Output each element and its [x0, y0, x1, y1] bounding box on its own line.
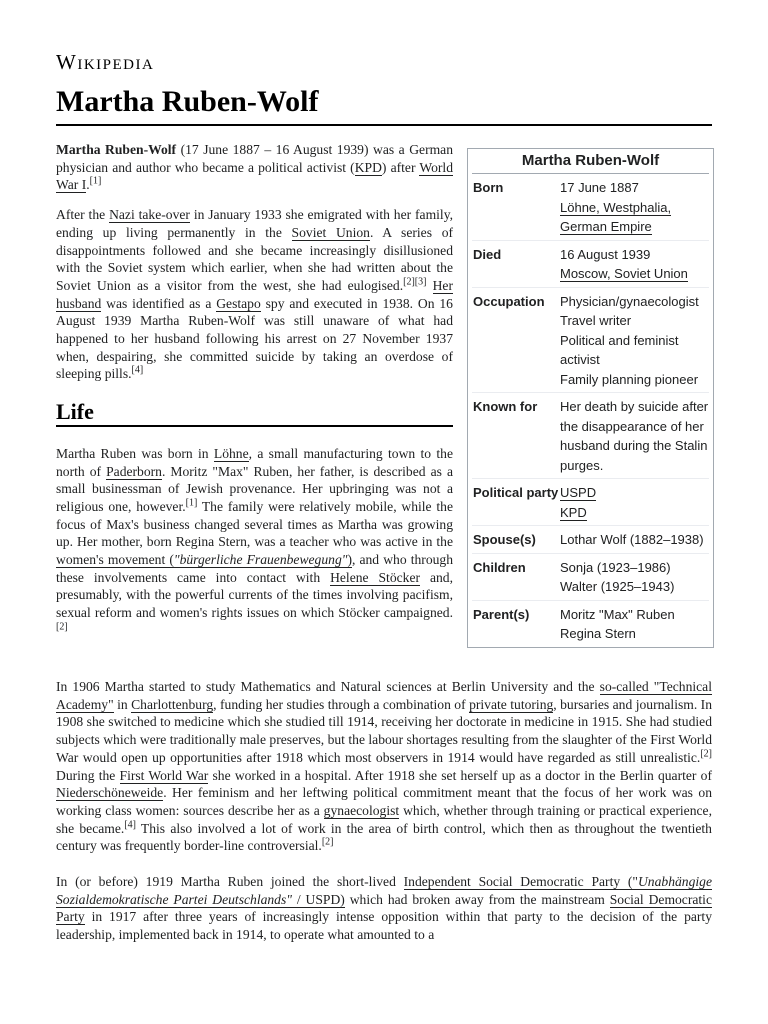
occupation-item: Political and feminist activist	[560, 332, 679, 367]
page-title: Martha Ruben-Wolf	[56, 82, 712, 126]
occupation-item: Physician/gynaecologist	[560, 293, 699, 309]
citation[interactable]: [4]	[131, 364, 144, 376]
infobox-label: Born	[473, 180, 504, 195]
link-charlottenburg[interactable]: Charlottenburg	[131, 696, 214, 712]
infobox-row-parents	[472, 601, 709, 647]
infobox-label: Children	[473, 559, 526, 575]
life-paragraph-1: Martha Ruben was born in Löhne, a small manufacturing town to the north of Paderborn. Moritz "Max" Ruben, her father, is described as a small businessman of Jewish provenance. Her upbringing was not a religious one, however.[1] The family were relatively mobile, while the focus of Max's business changed several times as Martha was growing up. Her mother, born Regina Stern, was a teacher who was active in the women's movement ("bürgerliche Frauenbewegung"), and who through these involvements came into contact with Helene Stöcker and, presumably, with the powerful currents of the times involving pacifism, sexual reform and women's rights issues on which Stöcker campaigned.[2]	[56, 445, 454, 633]
citation[interactable]: [2]	[56, 621, 68, 633]
link-private-tutoring[interactable]: private tutoring	[469, 696, 554, 712]
citation[interactable]: [2]	[321, 836, 334, 848]
infobox	[467, 148, 714, 648]
infobox-row-spouse	[472, 526, 709, 554]
occupation-item: Travel writer	[560, 313, 632, 328]
infobox-row-party	[472, 479, 709, 526]
section-heading-life: Life	[56, 403, 453, 427]
infobox-label: Occupation	[473, 293, 545, 309]
citation[interactable]: [1]	[89, 175, 102, 187]
infobox-value	[560, 292, 709, 390]
link-womens-movement[interactable]: women's movement ("bürgerliche Frauenbewegung")	[56, 552, 352, 568]
citation[interactable]: [2][3]	[403, 276, 427, 288]
link-lohne[interactable]: Löhne	[213, 445, 249, 461]
party-link-uspd[interactable]: USPD	[560, 485, 597, 500]
infobox-label: Political party	[473, 485, 559, 500]
article-lead	[56, 141, 453, 652]
link-niederschoneweide[interactable]: Niederschöneweide	[56, 785, 164, 801]
link-nazi-takeover[interactable]: Nazi take-over	[109, 207, 190, 223]
infobox-row-known-for	[472, 393, 709, 479]
link-her-husband[interactable]: Her husband	[56, 277, 453, 311]
citation[interactable]: [4]	[124, 819, 136, 831]
intro-paragraph-1: Martha Ruben-Wolf (17 June 1887 – 16 August 1939) was a German physician and author who became a political activist (KPD) after World War I.[1]	[56, 142, 453, 193]
link-soviet-union[interactable]: Soviet Union	[291, 224, 370, 240]
parent-item: Regina Stern	[560, 626, 636, 641]
link-spd[interactable]: Social Democratic Party	[56, 891, 712, 925]
infobox-value	[560, 178, 709, 237]
infobox-value	[560, 483, 709, 522]
citation[interactable]: [1]	[185, 497, 198, 509]
infobox-row-born	[472, 174, 709, 241]
died-place-link[interactable]: Moscow, Soviet Union	[560, 266, 688, 281]
infobox-title: Martha Ruben-Wolf	[472, 149, 709, 174]
link-gestapo[interactable]: Gestapo	[216, 295, 261, 311]
article-body	[56, 678, 712, 956]
infobox-row-children	[472, 554, 709, 601]
infobox-value: Her death by suicide after the disappearance of her husband during the Stalin purges.	[560, 399, 709, 473]
intro-paragraph-2: After the Nazi take-over in January 1933 she emigrated with her family, ending up living permanently in the Soviet Union. A series of disappointments followed and she became increasingly disillusioned with the Soviet system which earlier, when she had written about the Soviet Union as a visitor from the west, she had eulogised.[2][3] Her husband was identified as a Gestapo spy and executed in 1938. On 16 August 1939 Martha Ruben-Wolf was still unaware of what had happened to her husband following his arrest on 27 November 1937 when, despairing, she committed suicide by taking an overdose of sleeping pills.[4]	[56, 207, 454, 382]
link-helene-stocker[interactable]: Helene Stöcker	[330, 569, 421, 585]
infobox-value	[560, 245, 709, 284]
occupation-item: Family planning pioneer	[560, 371, 699, 387]
infobox-value: Lothar Wolf (1882–1938)	[560, 532, 704, 547]
link-uspd[interactable]: Independent Social Democratic Party ("Unabhängige Sozialdemokratische Partei Deutschlands" / USPD)	[56, 874, 712, 907]
party-link-kpd[interactable]: KPD	[560, 504, 587, 520]
infobox-label: Died	[473, 246, 502, 262]
link-first-world-war[interactable]: First World War	[119, 767, 209, 783]
citation[interactable]: [2]	[700, 748, 712, 760]
born-country-link[interactable]: German Empire	[560, 219, 652, 234]
infobox-row-died	[472, 241, 709, 288]
infobox-row-occupation	[472, 288, 709, 394]
link-kpd[interactable]: KPD	[354, 159, 382, 175]
infobox-value	[560, 558, 709, 597]
infobox-label: Known for	[473, 399, 538, 414]
link-world-war-i[interactable]: World War I	[56, 159, 453, 193]
child-item: Sonja (1923–1986)	[560, 559, 671, 575]
link-gynaecologist[interactable]: gynaecologist	[323, 802, 400, 818]
link-paderborn[interactable]: Paderborn	[106, 463, 162, 479]
link-technical-academy[interactable]: so-called "Technical Academy"	[56, 679, 712, 712]
life-paragraph-2: In 1906 Martha started to study Mathematics and Natural sciences at Berlin University and the so-called "Technical Academy" in Charlottenburg, funding her studies through a combination of private tutoring, bursaries and journalism. In 1908 she switched to medicine which she studied till 1914, receiving her doctorate in medicine in 1915. She had studied subjects which were traditionally male preserves, but the labour shortages resulting from the slaughter of the First World War would open up opportunities after 1918 which most observers in 1914 would have regarded as still unrealistic.[2] During the First World War she worked in a hospital. After 1918 she set herself up as a doctor in the Berlin quarter of Niederschöneweide. Her feminism and her leftwing political commitment meant that the focus of her work was on working class women: sources describe her as a gynaecologist which, whether through training or practical experience, she became.[4] This also involved a lot of work in the area of birth control, which then as throughout the twentieth century was frequently border-line controversial.[2]	[56, 679, 713, 854]
born-place-link[interactable]: Löhne, Westphalia,	[560, 199, 672, 215]
wikipedia-logo[interactable]: Wikipedia	[56, 50, 155, 74]
parent-item: Moritz "Max" Ruben	[560, 606, 675, 622]
child-item: Walter (1925–1943)	[560, 579, 675, 594]
infobox-label: Spouse(s)	[473, 532, 536, 547]
infobox-value	[560, 605, 709, 644]
died-date: 16 August 1939	[560, 246, 651, 262]
life-paragraph-3: In (or before) 1919 Martha Ruben joined the short-lived Independent Social Democratic Party ("Unabhängige Sozialdemokratische Partei Deutschlands" / USPD) which had broken away from the mainstream Social Democratic Party in 1917 after three years of increasingly intense opposition within that party to the decision of the party leadership, implemented back in 1914, to operate what amounted to a	[56, 874, 712, 943]
infobox-label: Parent(s)	[473, 606, 530, 622]
born-date: 17 June 1887	[560, 180, 639, 195]
